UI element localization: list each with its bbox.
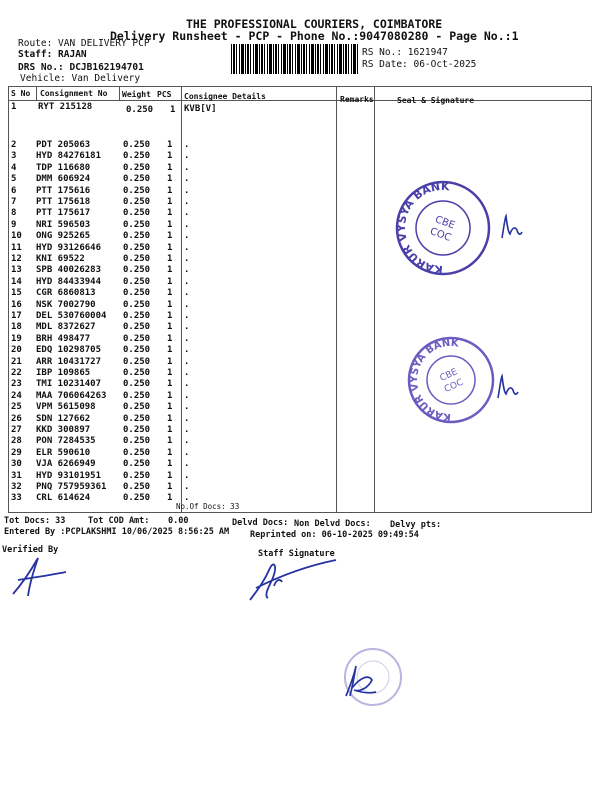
row-consignment: EDQ 10298705 — [36, 345, 102, 356]
row-weight: 0.250 — [123, 447, 151, 458]
table-row — [0, 243, 600, 254]
row-consignee-details: . — [184, 482, 190, 492]
row-consignment: CRL 614624 — [36, 493, 91, 504]
table-row — [0, 493, 600, 504]
row-consignee-details: . — [184, 162, 190, 173]
stamp-outer-text: KARUR VYSYA BANK — [395, 179, 450, 277]
row-consignment: ONG 925265 — [36, 231, 91, 242]
row-weight: 0.250 — [123, 299, 151, 310]
row-weight: 0.250 — [123, 482, 151, 492]
row-consignment: RYT 215128 — [38, 102, 93, 112]
row-sno: 32 — [11, 482, 22, 492]
row-consignee-details: . — [184, 208, 190, 219]
col-header-consignee: Consignee Details — [184, 92, 266, 101]
row-consignee-details: . — [184, 390, 190, 401]
row-sno: 27 — [11, 425, 22, 435]
row-consignment: HYD 93126646 — [36, 242, 102, 253]
row-consignment: PTT 175618 — [36, 197, 91, 207]
vehicle-label: Vehicle: Van Delivery — [20, 73, 141, 84]
row-weight: 0.250 — [126, 105, 154, 115]
row-pcs: 1 — [167, 254, 173, 264]
row-pcs: 1 — [167, 482, 173, 492]
row-pcs: 1 — [167, 219, 173, 230]
row-sno: 23 — [11, 379, 22, 390]
row-consignee-details: . — [184, 459, 190, 470]
runsheet-title: Delivery Runsheet - PCP - Phone No.:9047080280 - Page No.:1 — [110, 29, 519, 43]
row-weight: 0.250 — [123, 436, 151, 447]
table-row — [0, 414, 600, 425]
table-row — [0, 322, 600, 333]
row-sno: 11 — [11, 242, 22, 253]
row-sno: 9 — [11, 219, 17, 230]
row-consignee-details: . — [184, 413, 190, 424]
row-consignee-details: . — [184, 231, 190, 242]
stamp-inner-text: COC — [442, 377, 465, 396]
table-row — [0, 357, 600, 368]
row-sno: 26 — [11, 413, 22, 424]
row-weight: 0.250 — [123, 140, 151, 150]
row-consignment: BRH 498477 — [36, 333, 91, 344]
row-weight: 0.250 — [123, 242, 151, 253]
row-consignee-details: . — [184, 493, 190, 504]
row-weight: 0.250 — [123, 493, 151, 504]
row-weight: 0.250 — [123, 311, 151, 321]
table-row — [0, 425, 600, 436]
row-weight: 0.250 — [123, 151, 151, 162]
verifier-signature — [10, 552, 70, 600]
row-pcs: 1 — [167, 390, 173, 401]
row-weight: 0.250 — [123, 185, 151, 196]
row-weight: 0.250 — [123, 470, 151, 481]
row-pcs: 1 — [167, 493, 173, 504]
row-sno: 22 — [11, 368, 22, 378]
row-pcs: 1 — [167, 242, 173, 253]
row-weight: 0.250 — [123, 459, 151, 470]
tot-cod-amount: 0.00 — [168, 516, 189, 526]
row-pcs: 1 — [167, 413, 173, 424]
row-consignment: PNQ 757959361 — [36, 482, 107, 492]
row-pcs: 1 — [167, 140, 173, 150]
row-weight: 0.250 — [123, 174, 151, 185]
row-pcs: 1 — [167, 447, 173, 458]
row-sno: 18 — [11, 322, 22, 333]
table-row — [0, 265, 600, 276]
table-row — [0, 300, 600, 311]
row-pcs: 1 — [167, 322, 173, 333]
row-weight: 0.250 — [123, 208, 151, 219]
row-pcs: 1 — [167, 345, 173, 356]
col-header-remarks: Remarks — [340, 95, 374, 104]
rs-date: RS Date: 06-Oct-2025 — [362, 59, 477, 70]
row-consignee-details: . — [184, 311, 190, 321]
row-pcs: 1 — [167, 197, 173, 207]
row-pcs: 1 — [167, 265, 173, 276]
row-consignment: SPB 40026283 — [36, 265, 102, 276]
row-consignment: TDP 116680 — [36, 162, 91, 173]
table-row — [0, 277, 600, 288]
table-row — [0, 471, 600, 482]
row-consignment: KKD 300897 — [36, 425, 91, 435]
row-consignee-details: . — [184, 345, 190, 356]
entered-by: Entered By :PCPLAKSHMI 10/06/2025 8:56:25 AM — [4, 527, 230, 537]
row-consignee-details: . — [184, 436, 190, 447]
row-sno: 15 — [11, 288, 22, 299]
table-header-border — [8, 100, 592, 101]
row-consignee-details: . — [184, 333, 190, 344]
row-sno: 28 — [11, 436, 22, 447]
row-consignee-details: . — [184, 174, 190, 185]
row-consignee-details: . — [184, 368, 190, 378]
route-label: Route: VAN DELIVERY PCP — [18, 38, 150, 49]
row-consignment: PTT 175617 — [36, 208, 91, 219]
row-weight: 0.250 — [123, 322, 151, 333]
table-row — [0, 288, 600, 299]
row-sno: 7 — [11, 197, 17, 207]
row-consignment: SDN 127662 — [36, 413, 91, 424]
tot-docs: Tot Docs: 33 — [4, 516, 66, 526]
row-pcs: 1 — [170, 105, 176, 115]
row-consignee-details: . — [184, 425, 190, 435]
row-sno: 14 — [11, 276, 22, 287]
staff-signature-label: Staff Signature — [258, 549, 335, 559]
row-consignment: KNI 69522 — [36, 254, 85, 264]
row-consignee-details: . — [184, 447, 190, 458]
barcode — [231, 44, 359, 74]
col-header-pcs: PCS — [157, 90, 172, 99]
stamp-outer-text: KARUR VYSYA BANK — [408, 337, 460, 423]
row-sno: 20 — [11, 345, 22, 356]
row-weight: 0.250 — [123, 231, 151, 242]
col-header-sno: S No — [11, 89, 31, 98]
delvy-pts: Delvy pts: — [390, 520, 442, 530]
row-consignee-details: . — [184, 276, 190, 287]
row-consignment: PON 7284535 — [36, 436, 96, 447]
company-name: THE PROFESSIONAL COURIERS, COIMBATORE — [186, 17, 443, 31]
table-row — [0, 345, 600, 356]
table-row — [0, 186, 600, 197]
row-pcs: 1 — [167, 288, 173, 299]
row-sno: 33 — [11, 493, 22, 504]
table-row — [0, 140, 600, 151]
row-weight: 0.250 — [123, 254, 151, 264]
col-divider — [119, 86, 120, 100]
row-weight: 0.250 — [123, 413, 151, 424]
col-divider — [36, 86, 37, 100]
row-consignee-details: . — [184, 402, 190, 413]
row-sno: 31 — [11, 470, 22, 481]
row-consignee-details: . — [184, 185, 190, 196]
row-sno: 4 — [11, 162, 17, 173]
stamp-inner-text: CBE — [438, 367, 460, 384]
row-sno: 5 — [11, 174, 17, 185]
row-sno: 2 — [11, 140, 17, 150]
table-row — [0, 436, 600, 447]
non-delvd-docs: Non Delvd Docs: — [294, 519, 371, 529]
row-consignment: ELR 590610 — [36, 447, 91, 458]
row-pcs: 1 — [167, 368, 173, 378]
col-header-seal: Seal & Signature — [397, 96, 475, 105]
table-row — [0, 174, 600, 185]
row-sno: 1 — [11, 102, 17, 112]
row-consignment: HYD 93101951 — [36, 470, 102, 481]
row-weight: 0.250 — [123, 356, 151, 367]
row-consignment: HYD 84433944 — [36, 276, 102, 287]
row-sno: 24 — [11, 390, 22, 401]
bank-seal-stamp — [392, 178, 494, 278]
row-consignment: NRI 596503 — [36, 219, 91, 230]
row-sno: 3 — [11, 151, 17, 162]
row-weight: 0.250 — [123, 162, 151, 173]
row-sno: 30 — [11, 459, 22, 470]
row-consignee-details: . — [184, 299, 190, 310]
stamp-inner-text: CBE — [433, 214, 457, 232]
row-weight: 0.250 — [123, 288, 151, 299]
row-consignment: NSK 7002790 — [36, 299, 96, 310]
row-weight: 0.250 — [123, 345, 151, 356]
table-row — [0, 402, 600, 413]
table-row — [0, 311, 600, 322]
bank-seal-stamp — [405, 334, 497, 426]
row-consignment: ARR 10431727 — [36, 356, 102, 367]
row-pcs: 1 — [167, 379, 173, 390]
table-row — [0, 163, 600, 174]
staff-label: Staff: RAJAN — [18, 49, 87, 60]
row-weight: 0.250 — [123, 333, 151, 344]
row-weight: 0.250 — [123, 276, 151, 287]
row-consignment: IBP 109865 — [36, 368, 91, 378]
row-pcs: 1 — [167, 470, 173, 481]
row-weight: 0.250 — [123, 425, 151, 435]
row-pcs: 1 — [167, 174, 173, 185]
col-header-weight: Weight — [122, 90, 151, 99]
row-consignee-details: . — [184, 356, 190, 367]
row-consignment: MDL 8372627 — [36, 322, 96, 333]
staff-signature — [246, 556, 340, 604]
row-sno: 8 — [11, 208, 17, 219]
row-sno: 19 — [11, 333, 22, 344]
row-consignee-details: . — [184, 219, 190, 230]
row-consignee-details: . — [184, 197, 190, 207]
row-pcs: 1 — [167, 459, 173, 470]
row-pcs: 1 — [167, 311, 173, 321]
row-weight: 0.250 — [123, 197, 151, 207]
row-sno: 10 — [11, 231, 22, 242]
row-sno: 16 — [11, 299, 22, 310]
row-consignee-details: . — [184, 151, 190, 162]
row-consignment: DEL 530760004 — [36, 311, 107, 321]
table-row — [0, 197, 600, 208]
row-consignment: PDT 205063 — [36, 140, 91, 150]
table-row — [0, 334, 600, 345]
row-pcs: 1 — [167, 276, 173, 287]
row-weight: 0.250 — [123, 402, 151, 413]
table-row — [0, 151, 600, 162]
row-sno: 17 — [11, 311, 22, 321]
no-of-docs: No.Of Docs: 33 — [176, 502, 240, 511]
receiver-signature — [340, 662, 380, 700]
row-consignee-details: . — [184, 379, 190, 390]
tot-cod-label: Tot COD Amt: — [88, 516, 150, 526]
row-weight: 0.250 — [123, 368, 151, 378]
table-row — [0, 482, 600, 493]
row-weight: 0.250 — [123, 219, 151, 230]
row-consignment: TMI 10231407 — [36, 379, 102, 390]
row-sno: 29 — [11, 447, 22, 458]
table-row — [0, 254, 600, 265]
row-sno: 21 — [11, 356, 22, 367]
row-weight: 0.250 — [123, 390, 151, 401]
row-consignee-details: . — [184, 322, 190, 333]
delvd-docs: Delvd Docs: — [232, 518, 289, 528]
row-consignment: PTT 175616 — [36, 185, 91, 196]
table-row — [0, 448, 600, 459]
row-pcs: 1 — [167, 162, 173, 173]
rs-number: RS No.: 1621947 — [362, 47, 448, 58]
row-sno: 6 — [11, 185, 17, 196]
signature-mark — [494, 372, 520, 402]
table-row — [0, 459, 600, 470]
row-consignee-details: . — [184, 265, 190, 276]
row-pcs: 1 — [167, 425, 173, 435]
row-sno: 25 — [11, 402, 22, 413]
stamp-inner-text: COC — [428, 226, 453, 244]
drs-number: DRS No.: DCJB162194701 — [18, 62, 144, 73]
row-pcs: 1 — [167, 299, 173, 310]
row-consignment: DMM 606924 — [36, 174, 91, 185]
row-pcs: 1 — [167, 185, 173, 196]
row-consignee-details: . — [184, 140, 190, 150]
row-pcs: 1 — [167, 402, 173, 413]
row-sno: 12 — [11, 254, 22, 264]
signature-mark — [498, 212, 524, 242]
table-bottom-border — [8, 512, 592, 513]
row-pcs: 1 — [167, 208, 173, 219]
row-consignment: VPM 5615098 — [36, 402, 96, 413]
row-sno: 13 — [11, 265, 22, 276]
row-consignment: HYD 84276181 — [36, 151, 102, 162]
row-pcs: 1 — [167, 151, 173, 162]
row-consignee-details: . — [184, 288, 190, 299]
row-consignment: VJA 6266949 — [36, 459, 96, 470]
row-consignee-details: KVB[V] — [184, 104, 217, 114]
row-consignee-details: . — [184, 254, 190, 264]
verified-by-label: Verified By — [2, 545, 59, 555]
reprinted-on: Reprinted on: 06-10-2025 09:49:54 — [250, 530, 419, 540]
row-weight: 0.250 — [123, 379, 151, 390]
row-pcs: 1 — [167, 231, 173, 242]
row-consignment: MAA 706064263 — [36, 390, 107, 401]
row-weight: 0.250 — [123, 265, 151, 276]
table-row — [0, 102, 600, 113]
row-consignee-details: . — [184, 470, 190, 481]
row-pcs: 1 — [167, 436, 173, 447]
col-header-consignment: Consignment No — [40, 89, 108, 98]
row-pcs: 1 — [167, 333, 173, 344]
row-consignment: CGR 6860813 — [36, 288, 96, 299]
table-top-border — [8, 86, 592, 87]
row-pcs: 1 — [167, 356, 173, 367]
row-consignee-details: . — [184, 242, 190, 253]
